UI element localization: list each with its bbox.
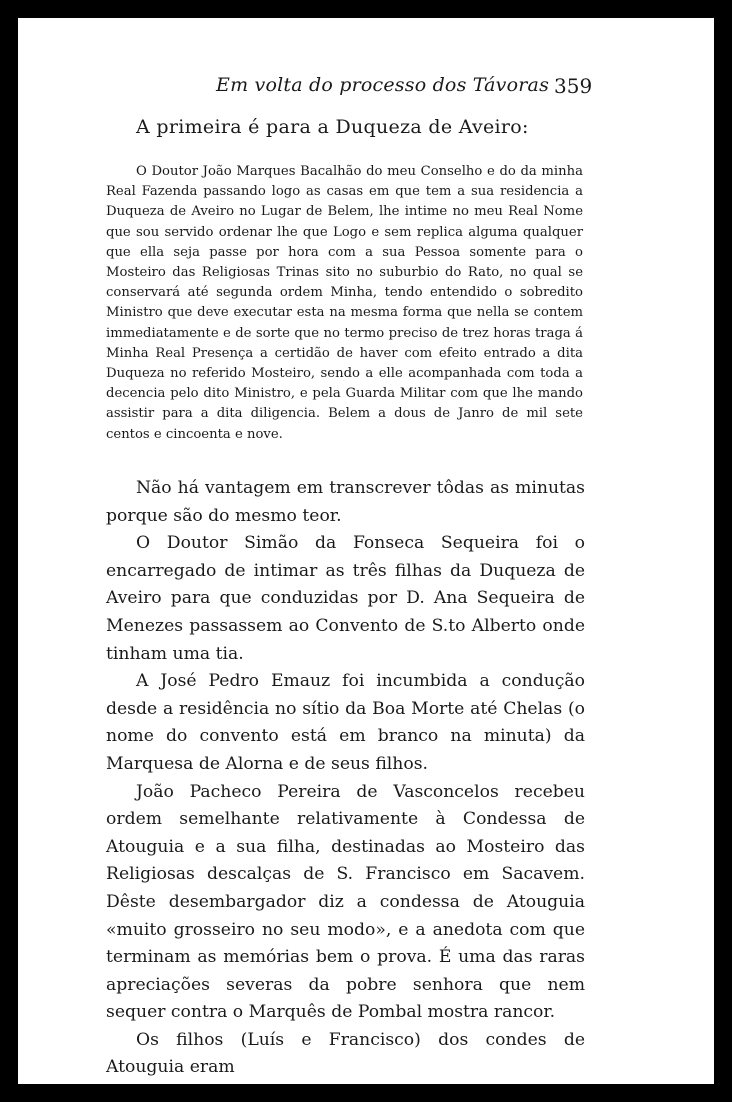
page-number: 359: [554, 74, 593, 98]
paragraph-1: Não há vantagem em transcrever tôdas as minutas porque são do mesmo teor.: [106, 478, 585, 526]
running-head: [18, 74, 714, 104]
paragraph-3: A José Pedro Emauz foi incumbida a condução desde a residência no sítio da Boa Morte até Chelas (o nome do convento está em branco na minuta) da Marquesa de Alorna e de seus filhos.: [106, 671, 585, 774]
book-page: [18, 18, 714, 1084]
quote-paragraph: O Doutor João Marques Bacalhão do meu Conselho e do da minha Real Fazenda passando logo as casas em que tem a sua residencia a Duqueza de Aveiro no Lugar de Belem, lhe intime no meu Real Nome que sou servido ordenar lhe que Logo e sem replica alguma qualquer que ella seja passe por hora com a sua Pessoa somente para o Mosteiro das Religiosas Trinas sito no suburbio do Rato, no qual se conservará até segunda ordem Minha, tendo entendido o sobredito Ministro que deve executar esta na mesma forma que nella se contem immediatamente e de sorte que no termo preciso de trez horas traga á Minha Real Presença a certidão de haver com efeito entrado a dita Duqueza no referido Mosteiro, sendo a elle acompanhada com toda a decencia pelo dito Ministro, e pela Guarda Militar com que lhe mando assistir para a dita diligencia. Belem a dous de Janro de mil sete centos e cincoenta e nove.: [106, 164, 583, 442]
section-heading: A primeira é para a Duqueza de Aveiro:: [136, 116, 529, 138]
body-text: [106, 475, 585, 1082]
paragraph-2: O Doutor Simão da Fonseca Sequeira foi o encarregado de intimar as três filhas da Duqueza de Aveiro para que conduzidas por D. Ana Sequeira de Menezes passassem ao Convento de S.to Alberto onde tinham uma tia.: [106, 533, 585, 664]
quoted-order: [106, 162, 583, 445]
paragraph-4: João Pacheco Pereira de Vasconcelos recebeu ordem semelhante relativamente à Condessa de Atouguia e a sua filha, destinadas ao Mosteiro das Religiosas descalças de S. Francisco em Sacavem. Dêste desembargador diz a condessa de Atouguia «muito grosseiro no seu modo», e a anedota com que terminam as memórias bem o prova. É uma das raras apreciações severas da pobre senhora que nem sequer contra o Marquês de Pombal mostra rancor.: [106, 781, 585, 1023]
paragraph-5: Os filhos (Luís e Francisco) dos condes de Atouguia eram: [106, 1029, 585, 1078]
running-title: Em volta do processo dos Távoras: [216, 74, 550, 96]
